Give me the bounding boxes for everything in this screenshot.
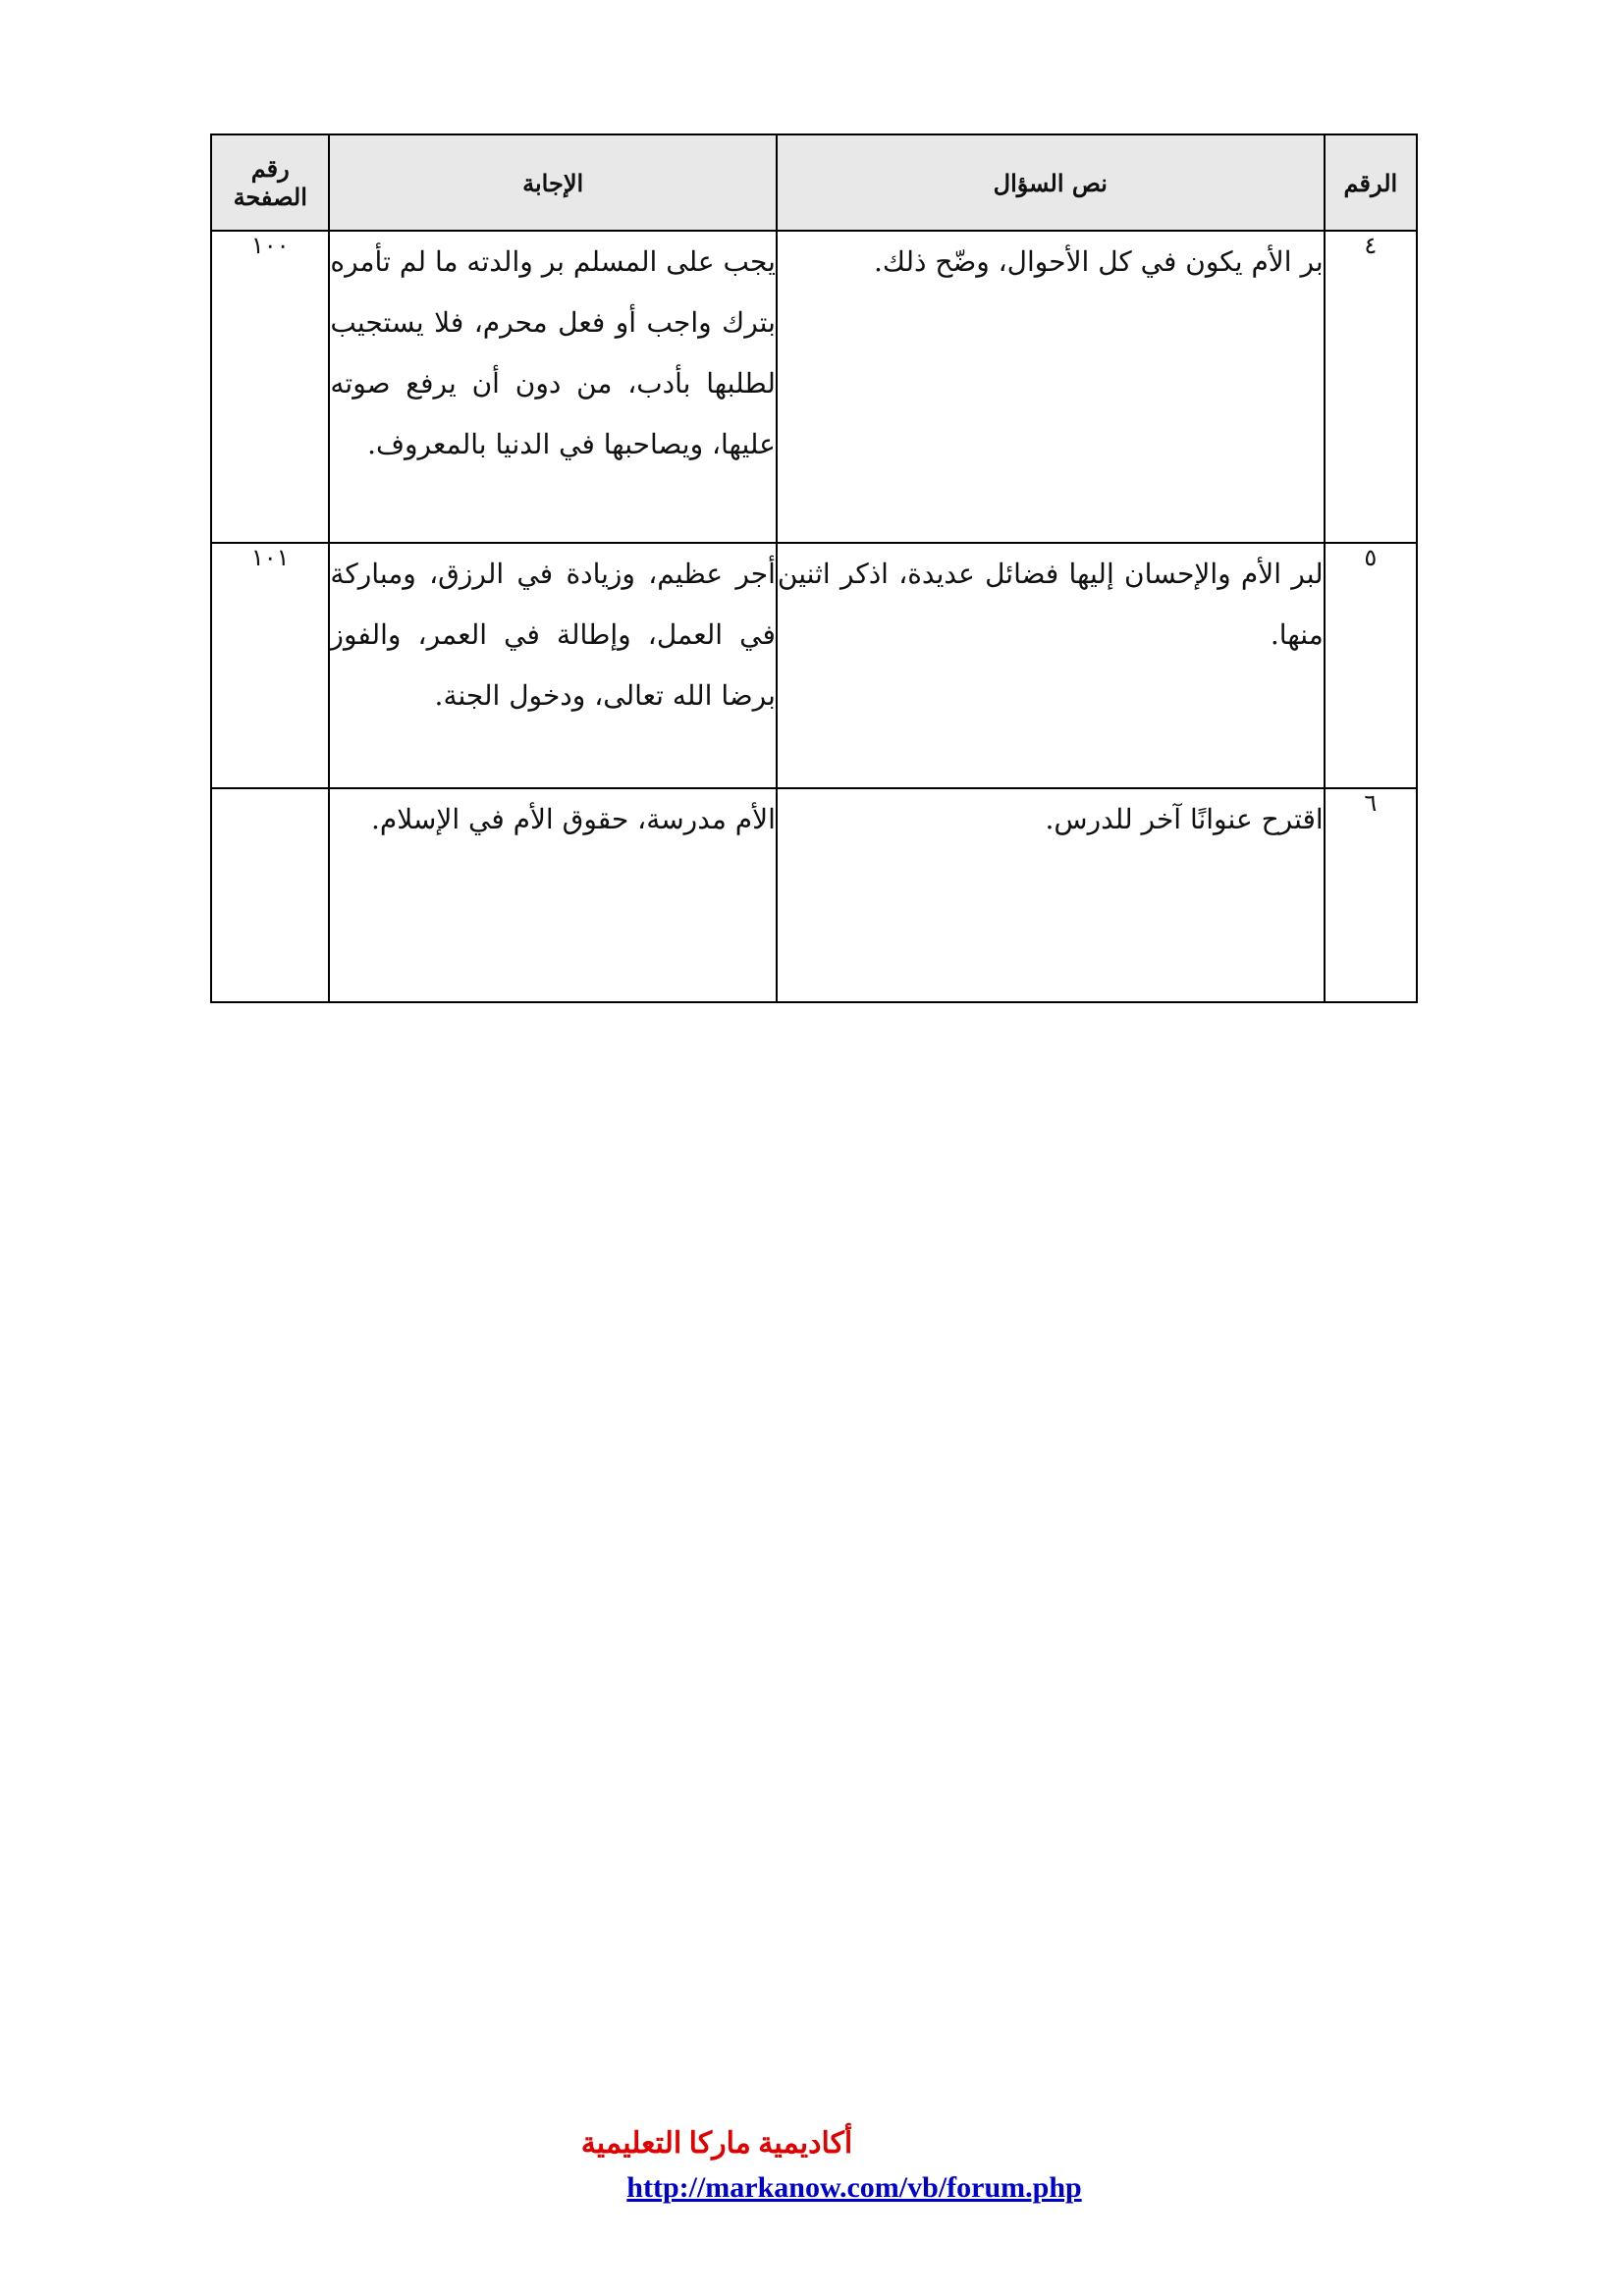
- header-answer: الإجابة: [329, 134, 776, 231]
- row-answer: أجر عظيم، وزيادة في الرزق، ومباركة في العمل، وإطالة في العمر، والفوز برضا الله تعالى، ودخول الجنة.: [329, 543, 776, 788]
- footer-link[interactable]: http://markanow.com/vb/forum.php: [626, 2171, 1082, 2204]
- row-page: ١٠٠: [211, 231, 329, 543]
- header-question: نص السؤال: [777, 134, 1325, 231]
- footer-title: أكاديمية ماركا التعليمية: [580, 2127, 853, 2160]
- row-page: ١٠١: [211, 543, 329, 788]
- row-question: بر الأم يكون في كل الأحوال، وضّح ذلك.: [777, 231, 1325, 543]
- header-number: الرقم: [1325, 134, 1417, 231]
- row-number: ٥: [1325, 543, 1417, 788]
- qa-table: [210, 133, 1418, 1003]
- row-page: [211, 788, 329, 1002]
- row-answer: يجب على المسلم بر والدته ما لم تأمره بترك واجب أو فعل محرم، فلا يستجيب لطلبها بأدب، من دون أن يرفع صوته عليها، ويصاحبها في الدنيا بالمعروف.: [329, 231, 776, 543]
- row-answer: الأم مدرسة، حقوق الأم في الإسلام.: [329, 788, 776, 1002]
- row-question: اقترح عنوانًا آخر للدرس.: [777, 788, 1325, 1002]
- table-header-row: [211, 134, 1417, 231]
- header-page: رقم الصفحة: [211, 134, 329, 231]
- row-number: ٦: [1325, 788, 1417, 1002]
- table-row: [211, 543, 1417, 788]
- table-row: [211, 231, 1417, 543]
- row-question: لبر الأم والإحسان إليها فضائل عديدة، اذكر اثنين منها.: [777, 543, 1325, 788]
- table-row: [211, 788, 1417, 1002]
- row-number: ٤: [1325, 231, 1417, 543]
